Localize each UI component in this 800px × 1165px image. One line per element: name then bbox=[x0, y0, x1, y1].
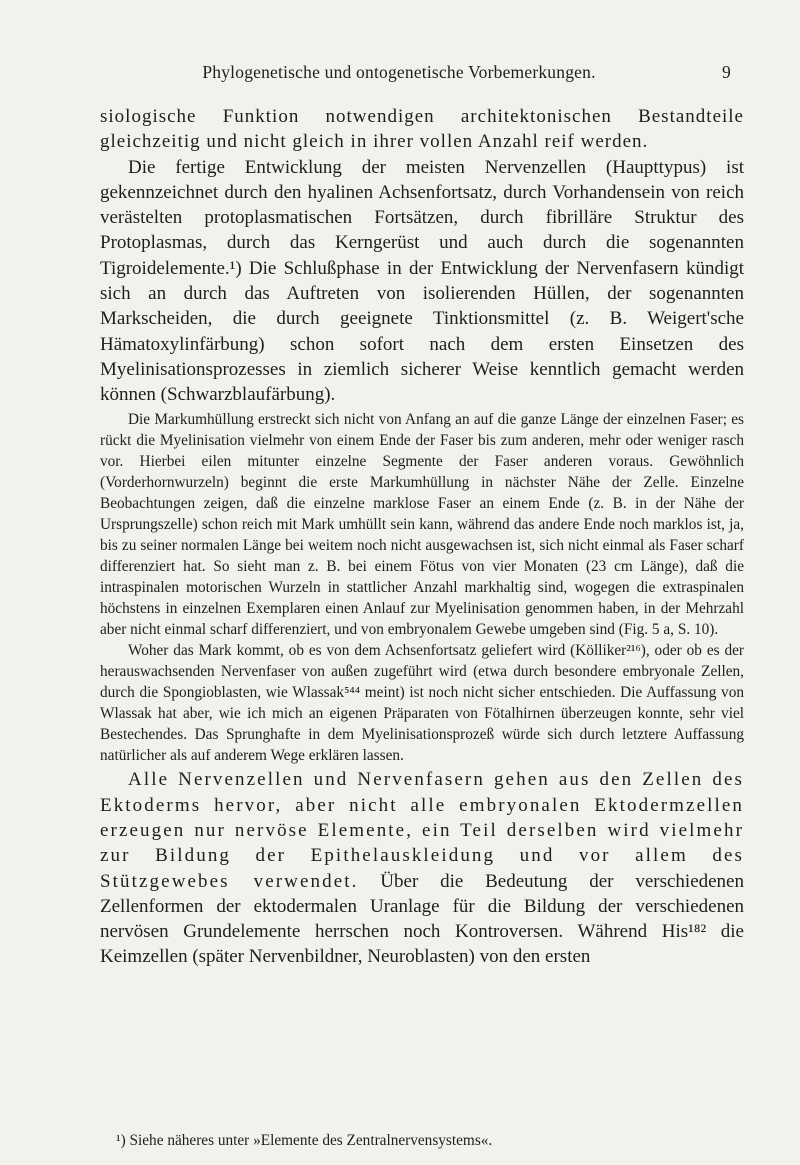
main-text bbox=[100, 104, 744, 970]
running-header: Phylogenetische und ontogenetische Vorbemerkungen. bbox=[202, 62, 596, 82]
paragraph-1: siologische Funktion notwendigen architektonischen Bestandteile gleichzeitig und nicht gleich in ihrer vollen Anzahl reif werden. bbox=[100, 106, 744, 153]
paragraph-small-2: Woher das Mark kommt, ob es von dem Achsenfortsatz geliefert wird (Kölliker²¹⁶), oder ob es der herauswachsenden Nervenfaser von außen zugeführt wird (etwa durch besondere embryonale Zellen, durch die Spongioblasten, wie Wlassak⁵⁴⁴ meint) ist noch nicht sicher entschieden. Die Auffassung von Wlassak hat aber, wie ich mich an eigenen Präparaten von Fötalhirnen überzeugen konnte, sehr viel Bestechendes. Das Sprunghafte in dem Myelinisationsprozeß würde sich durch letztere Auffassung natürlicher als auf anderem Wege erklären lassen. bbox=[100, 642, 744, 765]
page-number: 9 bbox=[722, 62, 731, 82]
footnote: ¹) Siehe näheres unter »Elemente des Zentralnervensystems«. bbox=[116, 1132, 493, 1149]
paragraph-2: Die fertige Entwicklung der meisten Nervenzellen (Haupttypus) ist gekennzeichnet durch den hyalinen Achsenfortsatz, durch Vorhandensein von reich verästelten protoplasmatischen Fortsätzen, durch fibrilläre Struktur des Protoplasmas, durch das Kerngerüst und auch durch die sogenannten Tigroidelemente.¹) Die Schlußphase in der Entwicklung der Nervenfasern kündigt sich an durch das Auftreten von isolierenden Hüllen, der sogenannten Markscheiden, die durch geeignete Tinktionsmittel (z. B. Weigert'sche Hämatoxylinfärbung) schon sofort nach dem ersten Einsetzen des Myelinisationsprozesses in ziemlich sicherer Weise kenntlich gemacht werden können (Schwarzblaufärbung). bbox=[100, 156, 744, 406]
emphasized-statement: Alle Nervenzellen und Nervenfasern gehen aus den Zellen des Ektoderms hervor, aber nicht alle embryonalen Ektodermzellen erzeugen nur nervöse Elemente, ein Teil derselben wird vielmehr zur Bildung der Epithelauskleidung und vor allem des Stützgewebes verwendet. bbox=[100, 769, 744, 892]
paragraph-small-1: Die Markumhüllung erstreckt sich nicht von Anfang an auf die ganze Länge der einzelnen Faser; es rückt die Myelinisation vielmehr von einem Ende der Faser bis zum anderen, mehr oder weniger rasch vor. Hierbei eilen mitunter einzelne Segmente der Faser anderen voraus. Gewöhnlich (Vorderhornwurzeln) beginnt die erste Markumhüllung in nächster Nähe der Zelle. Einzelne Beobachtungen zeigen, daß die einzelne marklose Faser an einem Ende (z. B. in der Nähe der Ursprungszelle) schon reich mit Mark umhüllt sein kann, während das andere Ende noch marklos ist, ja, bis zu seiner normalen Länge bei weitem noch nicht ausgewachsen ist, sich nicht einmal als Faser scharf differenziert hat. So sieht man z. B. bei einem Fötus von vier Monaten (23 cm Länge), daß die intraspinalen motorischen Wurzeln in stattlicher Anzahl markhaltig sind, wogegen die extraspinalen höchstens in einzelnen Exemplaren einen Anlauf zur Myelinisation genommen haben, in der Mehrzahl aber nicht einmal scharf differenziert, und von embryonalem Gewebe umgeben sind (Fig. 5 a, S. 10). bbox=[100, 410, 744, 639]
paragraph-3 bbox=[100, 767, 744, 969]
paragraph-3-rest: Über die Bedeutung der verschiedenen Zellenformen der ektodermalen Uranlage für die Bildung der verschiedenen nervösen Grundelemente herrschen noch Kontroversen. Während His¹⁸² die Keimzellen (später Nervenbildner, Neuroblasten) von den ersten bbox=[100, 870, 744, 968]
